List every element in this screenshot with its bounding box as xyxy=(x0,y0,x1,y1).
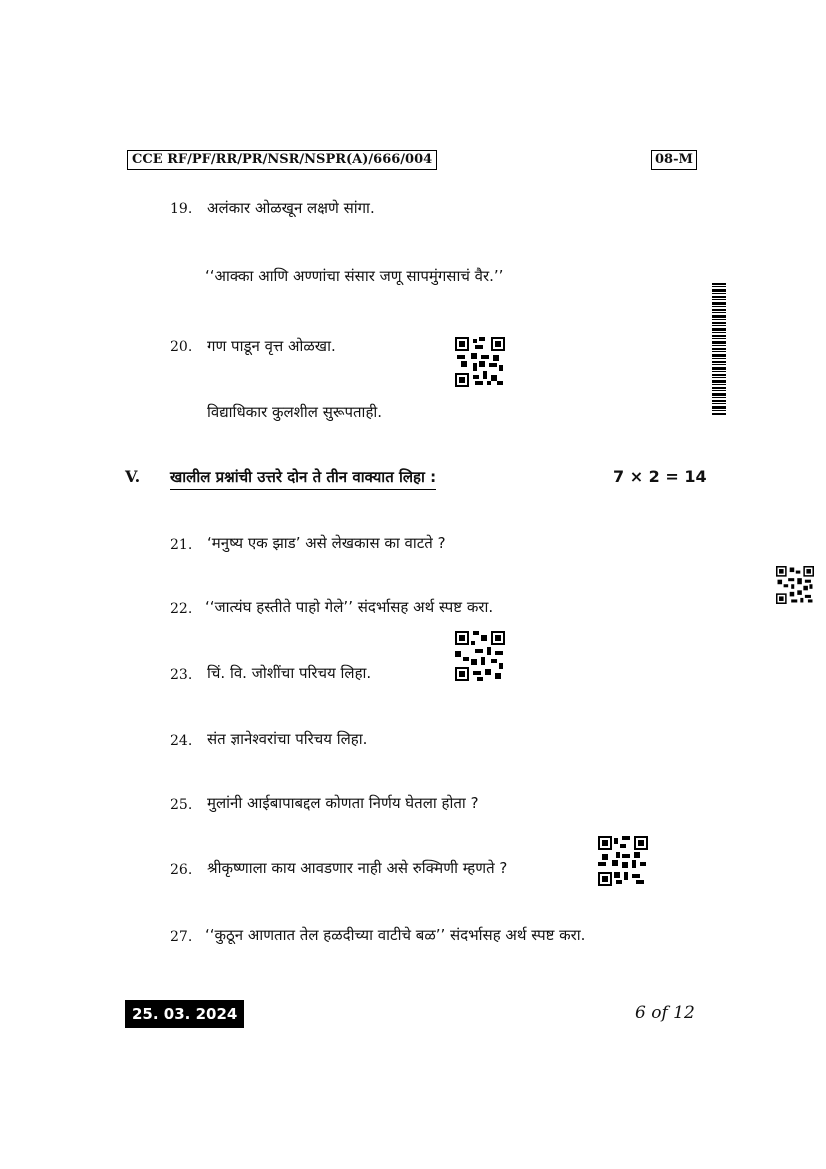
question-text: ‘‘कुठून आणतात तेल हळदीच्या वाटीचे बळ’’ संदर्भासह अर्थ स्पष्ट करा. xyxy=(205,926,586,944)
question-number: 24. xyxy=(170,733,193,749)
question-text: ‘मनुष्य एक झाड’ असे लेखकास का वाटते ? xyxy=(207,534,446,552)
question-number: 19. xyxy=(170,201,193,217)
question-text: अलंकार ओळखून लक्षणे सांगा. xyxy=(207,199,375,217)
question-number: 25. xyxy=(170,797,193,813)
page-number: 6 of 12 xyxy=(635,1003,695,1023)
question-number: 21. xyxy=(170,537,193,553)
exam-date: 25. 03. 2024 xyxy=(125,1000,244,1028)
question-number: 26. xyxy=(170,862,193,878)
question-text: मुलांनी आईबापाबद्दल कोणता निर्णय घेतला होता ? xyxy=(207,794,479,812)
question-number: 27. xyxy=(170,929,193,945)
question-text: चिं. वि. जोशींचा परिचय लिहा. xyxy=(207,664,372,682)
question-number: 22. xyxy=(170,601,193,617)
question-number: 20. xyxy=(170,339,193,355)
section-title: खालील प्रश्नांची उत्तरे दोन ते तीन वाक्यात लिहा : xyxy=(170,467,436,490)
section-number: V. xyxy=(125,467,141,486)
question-subtext: ‘‘आक्का आणि अण्णांचा संसार जणू सापमुंगसाचं वैर.’’ xyxy=(205,267,504,285)
qr-code-icon xyxy=(776,566,814,604)
question-text: श्रीकृष्णाला काय आवडणार नाही असे रुक्मिणी म्हणते ? xyxy=(207,859,508,877)
paper-code: CCE RF/PF/RR/PR/NSR/NSPR(A)/666/004 xyxy=(127,150,437,170)
section-marks: 7 × 2 = 14 xyxy=(613,467,707,486)
barcode-icon xyxy=(712,283,726,415)
question-number: 23. xyxy=(170,667,193,683)
question-text: ‘‘जात्यंघ हस्तीते पाहो गेले’’ संदर्भासह अर्थ स्पष्ट करा. xyxy=(205,598,494,616)
subject-code: 08-M xyxy=(651,150,697,170)
qr-code-icon xyxy=(455,631,505,681)
question-subtext: विद्याधिकार कुलशील सुरूपताही. xyxy=(207,403,383,421)
question-text: संत ज्ञानेश्वरांचा परिचय लिहा. xyxy=(207,730,368,748)
qr-code-icon xyxy=(598,836,648,886)
qr-code-icon xyxy=(455,337,505,387)
question-text: गण पाडून वृत्त ओळखा. xyxy=(207,337,336,355)
